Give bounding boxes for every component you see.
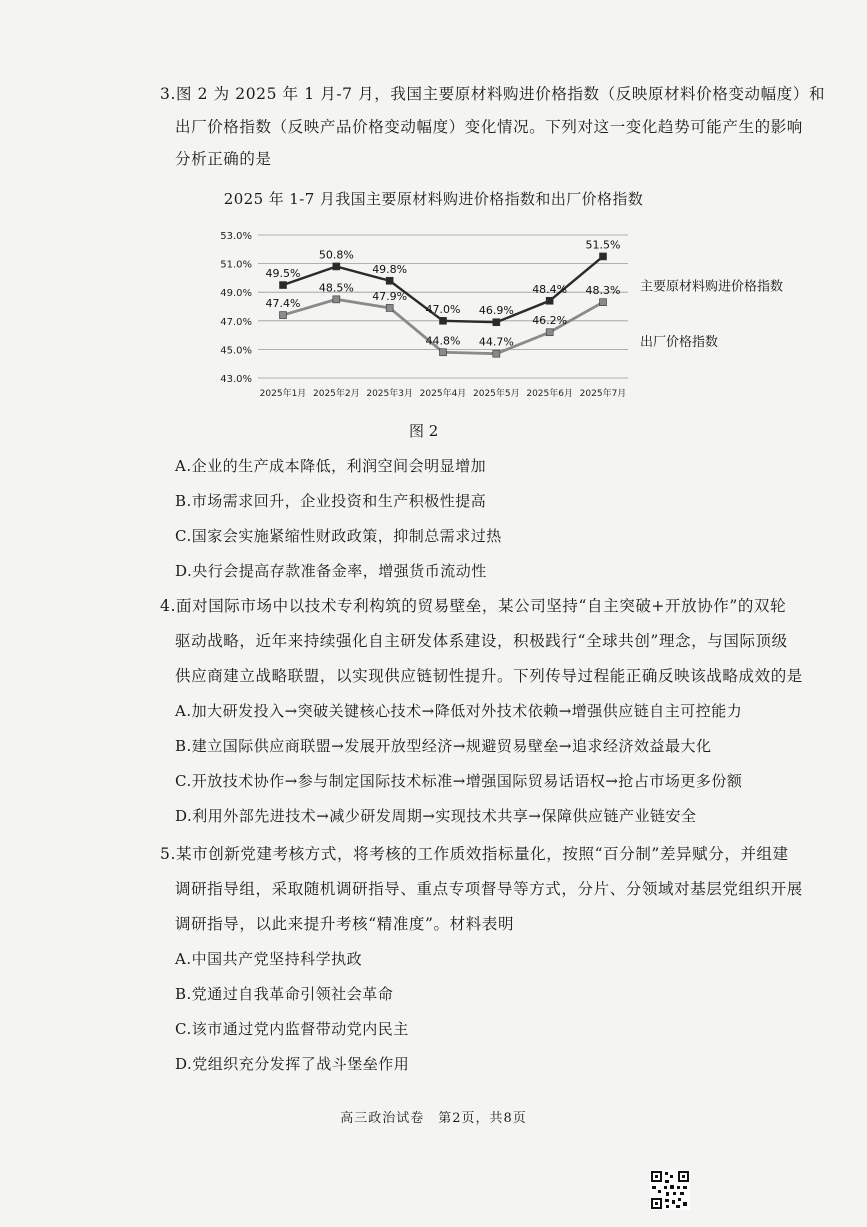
data-label: 47.4% bbox=[265, 297, 301, 311]
data-label: 49.5% bbox=[265, 267, 301, 281]
q3-line-3: 分析正确的是 bbox=[175, 150, 272, 168]
y-tick-label: 47.0% bbox=[220, 316, 252, 328]
q5-option-a: A.中国共产党坚持科学执政 bbox=[175, 950, 363, 968]
page-footer: 高三政治试卷 第2页，共8页 bbox=[340, 1111, 527, 1126]
x-tick-label: 2025年2月 bbox=[313, 389, 360, 399]
data-label: 48.5% bbox=[318, 281, 354, 295]
data-point bbox=[280, 282, 287, 289]
q4-option-d: D.利用外部先进技术→减少研发周期→实现技术共享→保障供应链产业链安全 bbox=[175, 807, 697, 825]
data-point bbox=[600, 253, 607, 260]
data-point bbox=[333, 263, 340, 270]
q3-option-b: B.市场需求回升，企业投资和生产积极性提高 bbox=[175, 492, 487, 510]
data-label: 46.9% bbox=[478, 304, 514, 318]
data-point bbox=[280, 312, 287, 319]
data-point bbox=[600, 299, 607, 306]
data-point bbox=[333, 296, 340, 303]
q4-line-3: 供应商建立战略联盟，以实现供应链韧性提升。下列传导过程能正确反映该战略成效的是 bbox=[175, 667, 803, 685]
data-label: 48.4% bbox=[532, 282, 568, 296]
qr-code-icon bbox=[650, 1170, 690, 1210]
data-label: 47.9% bbox=[372, 289, 408, 303]
data-label: 44.7% bbox=[478, 335, 514, 349]
x-tick-label: 2025年3月 bbox=[366, 389, 413, 399]
data-label: 46.2% bbox=[532, 314, 568, 328]
data-label: 49.8% bbox=[372, 262, 408, 276]
q4-line-1: 4.面对国际市场中以技术专利构筑的贸易壁垒，某公司坚持“自主突破+开放协作”的双轮 bbox=[160, 597, 787, 615]
data-label: 51.5% bbox=[585, 238, 621, 252]
q4-option-b: B.建立国际供应商联盟→发展开放型经济→规避贸易壁垒→追求经济效益最大化 bbox=[175, 737, 712, 755]
data-label: 47.0% bbox=[425, 302, 461, 316]
x-tick-label: 2025年7月 bbox=[579, 389, 627, 399]
q5-option-b: B.党通过自我革命引领社会革命 bbox=[175, 985, 394, 1003]
data-point bbox=[493, 350, 500, 357]
q5-line-2: 调研指导组，采取随机调研指导、重点专项督导等方式，分片、分领域对基层党组织开展 bbox=[175, 880, 803, 898]
q3-option-a: A.企业的生产成本降低，利润空间会明显增加 bbox=[175, 457, 487, 475]
q3-option-c: C.国家会实施紧缩性财政政策，抑制总需求过热 bbox=[175, 527, 502, 545]
q5-option-c: C.该市通过党内监督带动党内民主 bbox=[175, 1020, 409, 1038]
q4-line-2: 驱动战略，近年来持续强化自主研发体系建设，积极践行“全球共创”理念，与国际顶级 bbox=[175, 632, 788, 650]
data-point bbox=[546, 297, 553, 304]
q3-option-d: D.央行会提高存款准备金率，增强货币流动性 bbox=[175, 562, 487, 580]
data-point bbox=[386, 304, 393, 311]
y-tick-label: 53.0% bbox=[220, 231, 252, 242]
q3-line-1: 3.图 2 为 2025 年 1 月-7 月，我国主要原材料购进价格指数（反映原材料价格变动幅度）和 bbox=[160, 85, 826, 103]
q5-line-3: 调研指导，以此来提升考核“精准度”。材料表明 bbox=[175, 915, 515, 933]
data-label: 44.8% bbox=[425, 334, 461, 348]
price-index-line-chart bbox=[200, 222, 800, 402]
q3-line-2: 出厂价格指数（反映产品价格变动幅度）变化情况。下列对这一变化趋势可能产生的影响 bbox=[175, 118, 803, 136]
data-point bbox=[546, 329, 553, 336]
data-point bbox=[386, 277, 393, 284]
q5-line-1: 5.某市创新党建考核方式，将考核的工作质效指标量化，按照“百分制”差异赋分，并组建 bbox=[160, 845, 789, 863]
x-tick-label: 2025年5月 bbox=[473, 389, 520, 399]
x-tick-label: 2025年4月 bbox=[419, 389, 467, 399]
chart-title: 2025 年 1-7 月我国主要原材料购进价格指数和出厂价格指数 bbox=[223, 190, 644, 208]
x-tick-label: 2025年1月 bbox=[259, 389, 307, 399]
legend-entry: 出厂价格指数 bbox=[640, 335, 719, 351]
x-tick-label: 2025年6月 bbox=[526, 389, 573, 399]
q4-option-a: A.加大研发投入→突破关键核心技术→降低对外技术依赖→增强供应链自主可控能力 bbox=[175, 702, 743, 720]
figure-label: 图 2 bbox=[409, 422, 439, 440]
y-tick-label: 43.0% bbox=[220, 374, 252, 385]
data-point bbox=[440, 317, 447, 324]
data-label: 50.8% bbox=[318, 248, 354, 262]
data-label: 48.3% bbox=[585, 284, 621, 298]
y-tick-label: 51.0% bbox=[220, 259, 252, 271]
legend-entry: 主要原材料购进价格指数 bbox=[640, 279, 784, 295]
data-point bbox=[493, 319, 500, 326]
q5-option-d: D.党组织充分发挥了战斗堡垒作用 bbox=[175, 1055, 410, 1073]
y-tick-label: 45.0% bbox=[220, 345, 252, 357]
y-tick-label: 49.0% bbox=[220, 288, 252, 300]
data-point bbox=[440, 349, 447, 356]
q4-option-c: C.开放技术协作→参与制定国际技术标准→增强国际贸易话语权→抢占市场更多份额 bbox=[175, 772, 743, 790]
